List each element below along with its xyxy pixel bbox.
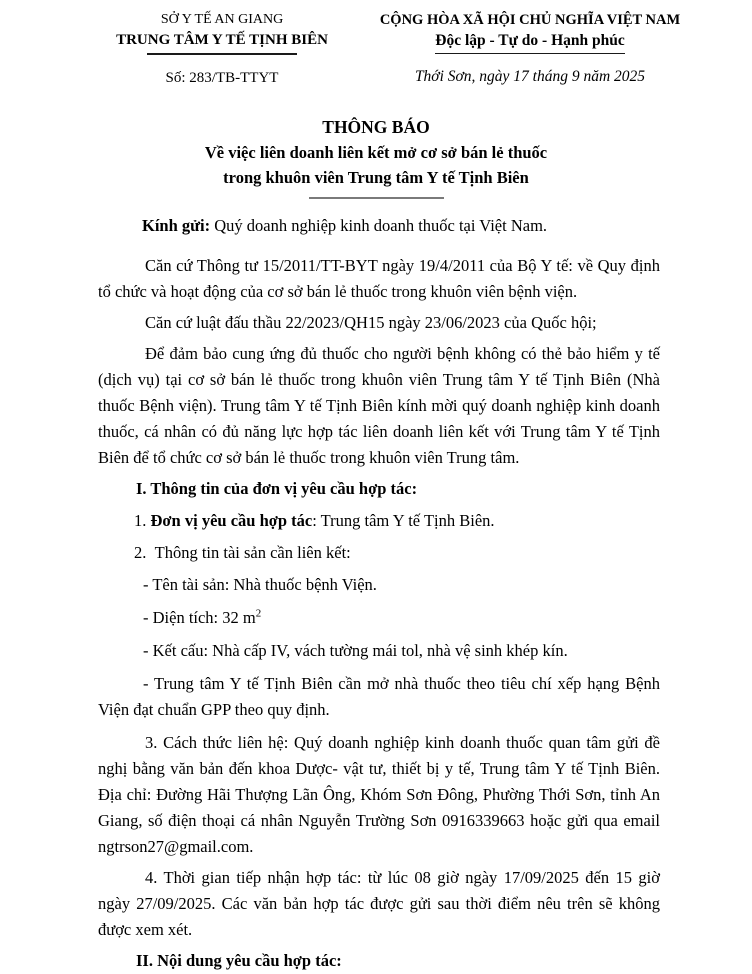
section-2-heading: II. Nội dung yêu cầu hợp tác: [136, 950, 342, 970]
document-number: Số: 283/TB-TTYT [165, 69, 279, 86]
document-body [98, 213, 660, 974]
pharmacy-requirement-line: - Trung tâm Y tế Tịnh Biên cần mở nhà thuốc theo tiêu chí xếp hạng Bệnh Viện đạt chuẩn GPP theo quy định. [98, 673, 660, 719]
agency-underline [147, 53, 297, 55]
item-1-cooperation-unit [98, 508, 660, 534]
legal-basis-1: Căn cứ Thông tư 15/2011/TT-BYT ngày 19/4/2011 của Bộ Y tế: về Quy định tổ chức và hoạt động của cơ sở bán lẻ thuốc trong khuôn viên bệnh viện. [98, 255, 660, 301]
issuing-agency-block [96, 10, 348, 87]
contact-paragraph: 3. Cách thức liên hệ: Quý doanh nghiệp kinh doanh thuốc quan tâm gửi đề nghị bằng văn bản đến khoa Dược- vật tư, thiết bị y tế, Trung tâm Y tế Tịnh Biên. Địa chỉ: Đường Hãi Thượng Lãn Ông, Khóm Sơn Đông, Phường Thới Sơn, tỉnh An Giang, số điện thoại cá nhân Nguyễn Trường Sơn 0916339663 hoặc gửi qua email ngtrson27@gmail.com. [98, 732, 660, 856]
recipient-line [98, 213, 660, 239]
area-superscript: 2 [255, 607, 262, 619]
national-motto-block [358, 10, 702, 87]
document-header [0, 0, 752, 87]
deadline-paragraph: 4. Thời gian tiếp nhận hợp tác: từ lúc 08 giờ ngày 17/09/2025 đến 15 giờ ngày 27/09/2025. Các văn bản hợp tác được gửi sau thời điểm nêu trên sẽ không được xem xét. [98, 867, 660, 939]
asset-area-text: - Diện tích: 32 m [143, 607, 256, 627]
item-2-asset-info: 2. Thông tin tài sản cần liên kết: [134, 542, 351, 562]
recipient-text: Quý doanh nghiệp kinh doanh thuốc tại Việt Nam. [210, 215, 548, 235]
asset-name-line: - Tên tài sản: Nhà thuốc bệnh Viện. [143, 574, 377, 594]
document-subtitle-line1: Về việc liên doanh liên kết mở cơ sở bán lẻ thuốc [204, 142, 548, 162]
item-1-label: Đơn vị yêu cầu hợp tác [150, 510, 313, 530]
item-1-value: : Trung tâm Y tế Tịnh Biên. [312, 510, 495, 530]
intro-paragraph: Để đảm bảo cung ứng đủ thuốc cho người bệnh không có thẻ bảo hiểm y tế (dịch vụ) tại cơ sở bán lẻ thuốc trong khuôn viên Trung tâm Y tế Tịnh Biên (Nhà thuốc Bệnh viện). Trung tâm Y tế Tịnh Biên kính mời quý doanh nghiệp kinh doanh thuốc, cá nhân có đủ năng lực hợp tác liên doanh liên kết với Trung tâm Y tế Tịnh Biên để tổ chức cơ sở bán lẻ thuốc trong khuôn viên Trung tâm. [98, 343, 660, 467]
section-1-heading: I. Thông tin của đơn vị yêu cầu hợp tác: [136, 478, 418, 498]
document-subtitle-line2: trong khuôn viên Trung tâm Y tế Tịnh Biên [223, 167, 529, 187]
item-1-prefix: 1. [134, 510, 151, 530]
national-motto-wrap [358, 30, 702, 54]
national-title: CỘNG HÒA XÃ HỘI CHỦ NGHĨA VIỆT NAM [379, 12, 681, 28]
place-and-date: Thới Sơn, ngày 17 tháng 9 năm 2025 [414, 68, 646, 85]
agency-name: TRUNG TÂM Y TẾ TỊNH BIÊN [116, 32, 328, 48]
asset-area-line [98, 605, 660, 631]
legal-basis-2: Căn cứ luật đấu thầu 22/2023/QH15 ngày 23/06/2023 của Quốc hội; [145, 312, 597, 332]
document-title: THÔNG BÁO [322, 116, 430, 137]
recipient-label: Kính gửi: [142, 215, 211, 235]
title-block [0, 115, 752, 199]
asset-structure-line: - Kết cấu: Nhà cấp IV, vách tường mái tol, nhà vệ sinh khép kín. [143, 640, 568, 660]
national-motto: Độc lập - Tự do - Hạnh phúc [435, 30, 624, 54]
title-divider [309, 197, 444, 199]
parent-agency-name: SỞ Y TẾ AN GIANG [160, 12, 284, 27]
